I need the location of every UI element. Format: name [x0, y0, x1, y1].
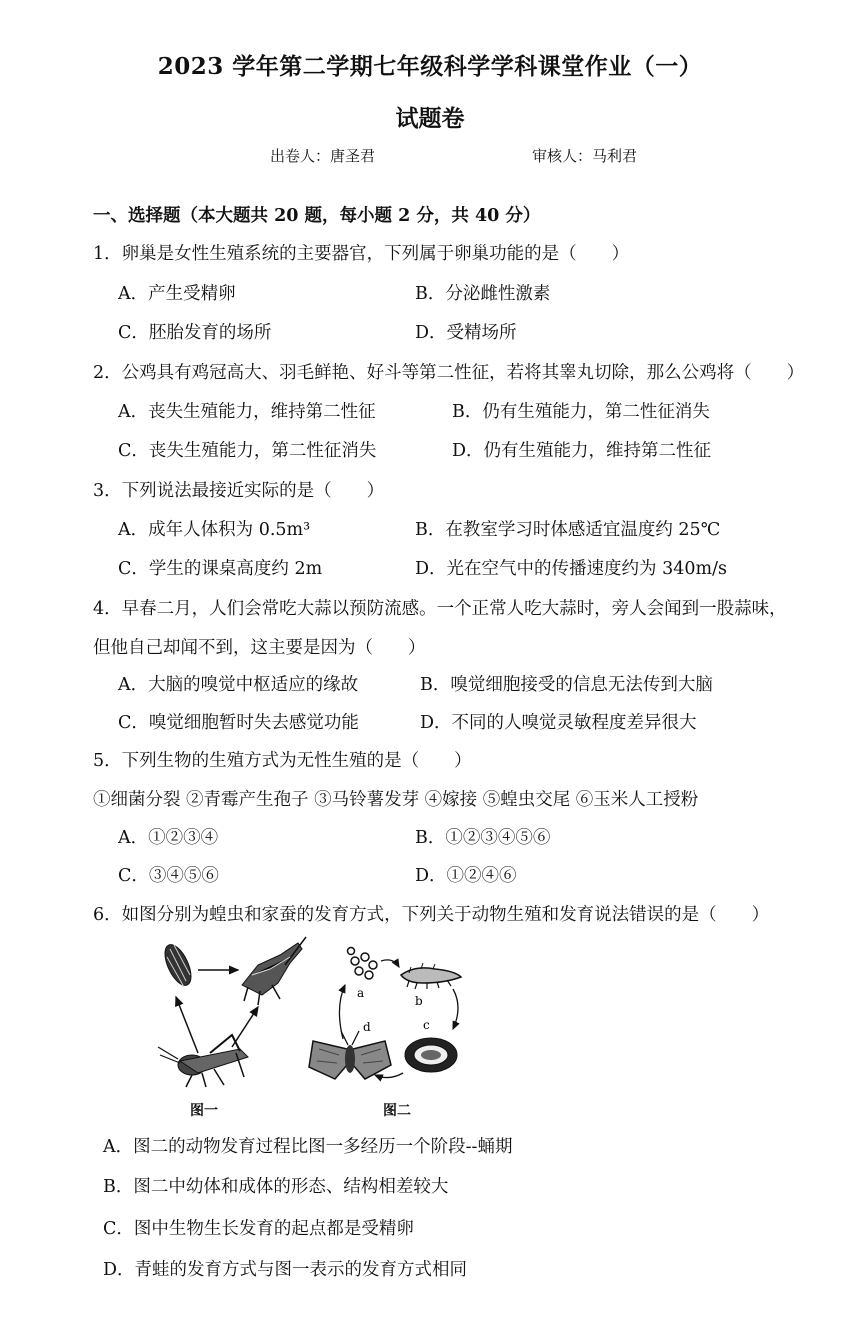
q5-option-d: D．①②④⑥ — [415, 866, 517, 886]
q2-option-c: C．丧失生殖能力，第二性征消失 — [118, 441, 377, 461]
locust-nymph-icon — [242, 937, 306, 1005]
q6-option-b: B．图二中幼体和成体的形态、结构相差较大 — [103, 1177, 449, 1197]
q2-stem: 2．公鸡具有鸡冠高大、羽毛鲜艳、好斗等第二性征，若将其睾丸切除，那么公鸡将（ ） — [93, 363, 805, 383]
q6-option-c: C．图中生物生长发育的起点都是受精卵 — [103, 1219, 414, 1239]
q3-option-d: D．光在空气中的传播速度约为 340m/s — [415, 559, 727, 579]
q4-stem-line2: 但他自己却闻不到，这主要是因为（ ） — [93, 638, 426, 658]
q5-stem: 5．下列生物的生殖方式为无性生殖的是（ ） — [93, 751, 472, 771]
q6-option-a: A．图二的动物发育过程比图一多经历一个阶段--蛹期 — [103, 1137, 513, 1157]
section-heading: 一、选择题（本大题共 20 题，每小题 2 分，共 40 分） — [93, 206, 541, 226]
egg-icon — [160, 941, 197, 989]
q3-option-c: C．学生的课桌高度约 2m — [118, 559, 323, 579]
q1-stem: 1．卵巢是女性生殖系统的主要器官，下列属于卵巢功能的是（ ） — [93, 244, 630, 264]
q1-option-d: D．受精场所 — [415, 323, 517, 343]
silkworm-moth-icon — [309, 1031, 391, 1079]
q2-option-a: A．丧失生殖能力，维持第二性征 — [118, 402, 376, 422]
q3-option-b: B．在教室学习时体感适宜温度约 25℃ — [415, 520, 721, 540]
q1-option-a: A．产生受精卵 — [118, 284, 236, 304]
figure1-caption: 图一 — [190, 1103, 218, 1119]
q4-option-a: A．大脑的嗅觉中枢适应的缘故 — [118, 675, 359, 695]
silkworm-eggs-icon — [348, 948, 378, 980]
q6-option-d: D．青蛙的发育方式与图一表示的发育方式相同 — [103, 1260, 468, 1280]
label-c: c — [423, 1018, 430, 1032]
page-title: 2023 学年第二学期七年级科学学科课堂作业（一） — [157, 53, 703, 80]
q3-stem: 3．下列说法最接近实际的是（ ） — [93, 481, 385, 501]
figure-locust-development — [140, 935, 315, 1095]
q5-option-a: A．①②③④ — [118, 828, 219, 848]
q6-stem: 6．如图分别为蝗虫和家蚕的发育方式，下列关于动物生殖和发育说法错误的是（ ） — [93, 905, 770, 925]
label-d: d — [363, 1020, 371, 1034]
silkworm-larva-icon — [401, 963, 461, 989]
q5-items: ①细菌分裂 ②青霉产生孢子 ③马铃薯发芽 ④嫁接 ⑤蝗虫交尾 ⑥玉米人工授粉 — [93, 790, 699, 810]
q1-option-b: B．分泌雌性激素 — [415, 284, 551, 304]
q3-option-a: A．成年人体积为 0.5m³ — [118, 520, 311, 540]
setter-label: 出卷人：唐圣君 — [270, 147, 376, 165]
q4-option-b: B．嗅觉细胞接受的信息无法传到大脑 — [420, 675, 713, 695]
q4-option-c: C．嗅觉细胞暂时失去感觉功能 — [118, 713, 359, 733]
q4-option-d: D．不同的人嗅觉灵敏程度差异很大 — [420, 713, 697, 733]
q5-option-b: B．①②③④⑤⑥ — [415, 828, 551, 848]
silkworm-cocoon-icon — [405, 1038, 457, 1072]
label-a: a — [357, 986, 365, 1000]
figure2-caption: 图二 — [383, 1103, 411, 1119]
q2-option-b: B．仍有生殖能力，第二性征消失 — [452, 402, 710, 422]
q1-option-c: C．胚胎发育的场所 — [118, 323, 272, 343]
label-b: b — [415, 994, 423, 1008]
page-subtitle: 试题卷 — [395, 105, 465, 132]
q5-option-c: C．③④⑤⑥ — [118, 866, 219, 886]
q4-stem-line1: 4．早春二月，人们会常吃大蒜以预防流感。一个正常人吃大蒜时，旁人会闻到一股蒜味， — [93, 599, 787, 619]
reviewer-label: 审核人：马利君 — [532, 147, 638, 165]
figure-silkworm-development — [305, 945, 470, 1095]
q2-option-d: D．仍有生殖能力，维持第二性征 — [452, 441, 712, 461]
